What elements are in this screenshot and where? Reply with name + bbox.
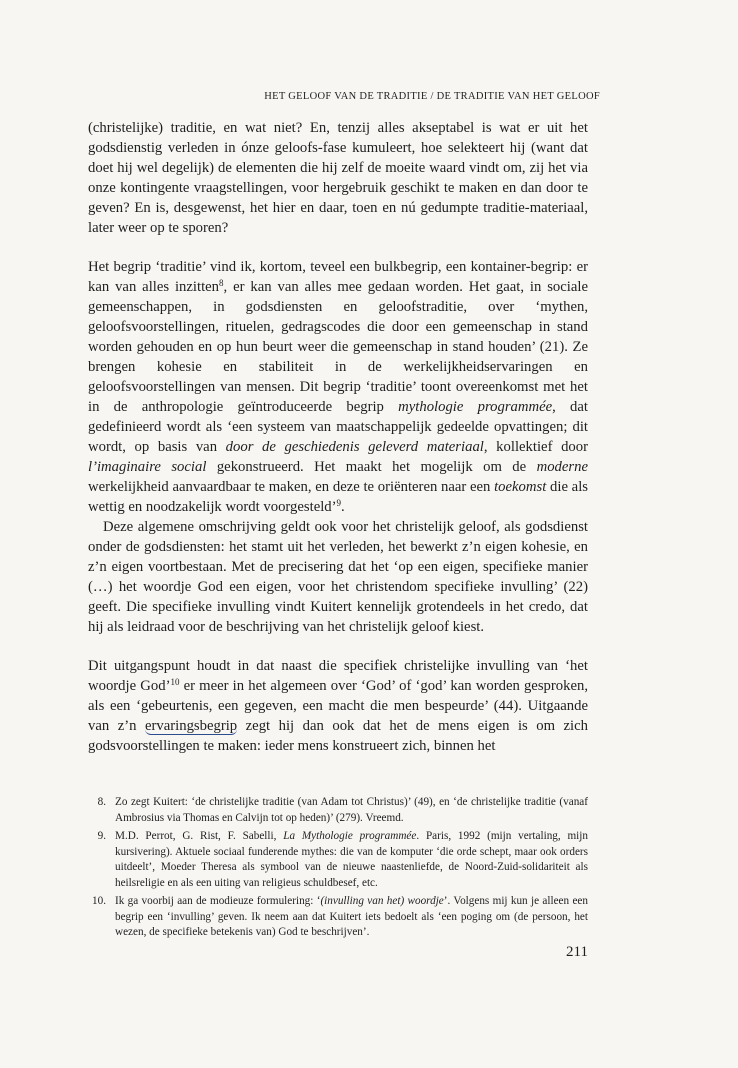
- paragraph-1: (christelijke) traditie, en wat niet? En, tenzij alles akseptabel is wat er uit het godsdienstig verleden in ónze geloofs-fase kumuleert, hoe selekteert hij (want dat doet hij wel degelijk) de elementen die hij zelf de moeite waard vindt om, zij het via onze kontingente vraagstellingen, voor hergebruik geschikt te maken en dan door te geven? En is, desgewenst, het hier en daar, toen en nú gedumpte traditie-materiaal, later weer op te sporen?: [88, 120, 588, 236]
- footnote-9: [88, 829, 588, 891]
- paragraph-2: [88, 257, 588, 517]
- running-header: HET GELOOF VAN DE TRADITIE / DE TRADITIE VAN HET GELOOF: [264, 91, 600, 102]
- footnote-ref-10[interactable]: 10: [170, 677, 180, 687]
- footnote-number: 10.: [92, 895, 106, 907]
- handwritten-underline-term: ervaringsbegrip: [144, 718, 238, 734]
- text-run: zegt hij dan ook dat het de mens eigen is om zich godsvoorstellingen te maken: ieder mens konstrueert zich, binnen het: [88, 718, 589, 754]
- body-text: [88, 118, 588, 756]
- footnote-10: [88, 894, 588, 941]
- italic-term: door de geschiedenis geleverd materiaal: [225, 439, 484, 455]
- footnote-text: Zo zegt Kuitert: ‘de christelijke traditie (van Adam tot Christus)’ (49), en ‘de christelijke traditie (vanaf Ambrosius via Thomas en Calvijn tot op heden)’ (279). Vreemd.: [115, 796, 588, 824]
- text-run: Het begrip ‘traditie’ vind ik, kortom, teveel een bulkbegrip, een kontainer-begrip: er kan van alles inzitten: [88, 259, 588, 295]
- text-run: , kollektief door: [483, 439, 588, 455]
- text-run: er meer in het algemeen over ‘God’ of ‘god’ kan worden gesproken, als een ‘gebeurtenis, een gegeven, een macht die men bespeurde’ (44). Uitgaande van z’n: [88, 678, 588, 734]
- text-run: die als wettig en noodzakelijk wordt voorgesteld’: [88, 479, 588, 515]
- text-run: ’. Volgens mij kun je alleen een begrip een ‘invulling’ geven. Ik neem aan dat Kuitert iets bedoelt als ‘een poging om (de persoon, het wezen, de specifieke betekenis van) God te beschrijven’.: [115, 895, 588, 938]
- text-run: .: [341, 499, 345, 515]
- paragraph-4: [88, 656, 588, 756]
- italic-term: La Mythologie programmée: [283, 830, 417, 842]
- text-run: Dit uitgangspunt houdt in dat naast die specifiek christelijke invulling van ‘het woordje God’: [88, 658, 588, 694]
- italic-term: toekomst: [494, 479, 547, 495]
- footnotes: [88, 795, 588, 944]
- footnote-text: [115, 829, 588, 891]
- text-run: gekonstrueerd. Het maakt het mogelijk om de: [206, 459, 537, 475]
- text-run: , dat gedefinieerd wordt als ‘een systeem van maatschappelijk gedeelde opvattingen; dit wordt, op basis van: [88, 399, 588, 455]
- italic-term: (invulling van het) woordje: [320, 895, 444, 907]
- text-run: . Paris, 1992 (mijn vertaling, mijn kursivering). Aktuele sociaal funderende mythes: die van de komputer ‘die orde schept, maar ook orders uitdeelt’, Moeder Theresa als symbool van de nieuwe naastenliefde, de Noord-Zuid-solidariteit als heilsreligie en als een uiting van religieus schuldbesef, etc.: [115, 830, 588, 889]
- text-run: werkelijkheid aanvaardbaar te maken, en deze te oriënteren naar een: [88, 479, 495, 495]
- text-run: M.D. Perrot, G. Rist, F. Sabelli,: [115, 830, 284, 842]
- italic-term: l’imaginaire social: [88, 459, 207, 475]
- italic-term: moderne: [536, 459, 588, 475]
- paragraph-3: Deze algemene omschrijving geldt ook voor het christelijk geloof, als godsdienst onder de godsdiensten: het stamt uit het verleden, het bewerkt z’n eigen kohesie, en z’n eigen voortbestaan. Met de precisering dat het ‘op een eigen, specifieke manier (…) het woordje God een eigen, voor het christendom specifieke invulling’ (22) geeft. Die specifieke invulling vindt Kuitert kennelijk grotendeels in het credo, dat hij als leidraad voor de beschrijving van het christelijk geloof kiest.: [88, 519, 588, 635]
- footnote-text: [115, 894, 588, 941]
- page-number: 211: [566, 944, 588, 960]
- footnote-ref-8[interactable]: 8: [219, 278, 224, 288]
- text-run: , er kan van alles mee gedaan worden. Het gaat, in sociale gemeenschappen, in godsdiensten en geloofstraditie, over ‘mythen, geloofsvoorstellingen, rituelen, gedragscodes die door een gemeenschap in stand worden gehouden en op hun beurt weer die gemeenschap in stand houden’ (21). Ze brengen kohesie en stabiliteit in de werkelijkheidservaringen en geloofsvoorstellingen van mensen. Dit begrip ‘traditie’ toont overeenkomst met het in de anthropologie geïntroduceerde begrip: [88, 279, 588, 415]
- italic-term: mythologie programmée: [398, 399, 553, 415]
- footnote-8: [88, 795, 588, 826]
- footnote-number: 9.: [97, 830, 106, 842]
- footnote-ref-9[interactable]: 9: [336, 498, 342, 508]
- text-run: Ik ga voorbij aan de modieuze formulering: ‘: [115, 895, 321, 907]
- footnote-number: 8.: [97, 796, 106, 808]
